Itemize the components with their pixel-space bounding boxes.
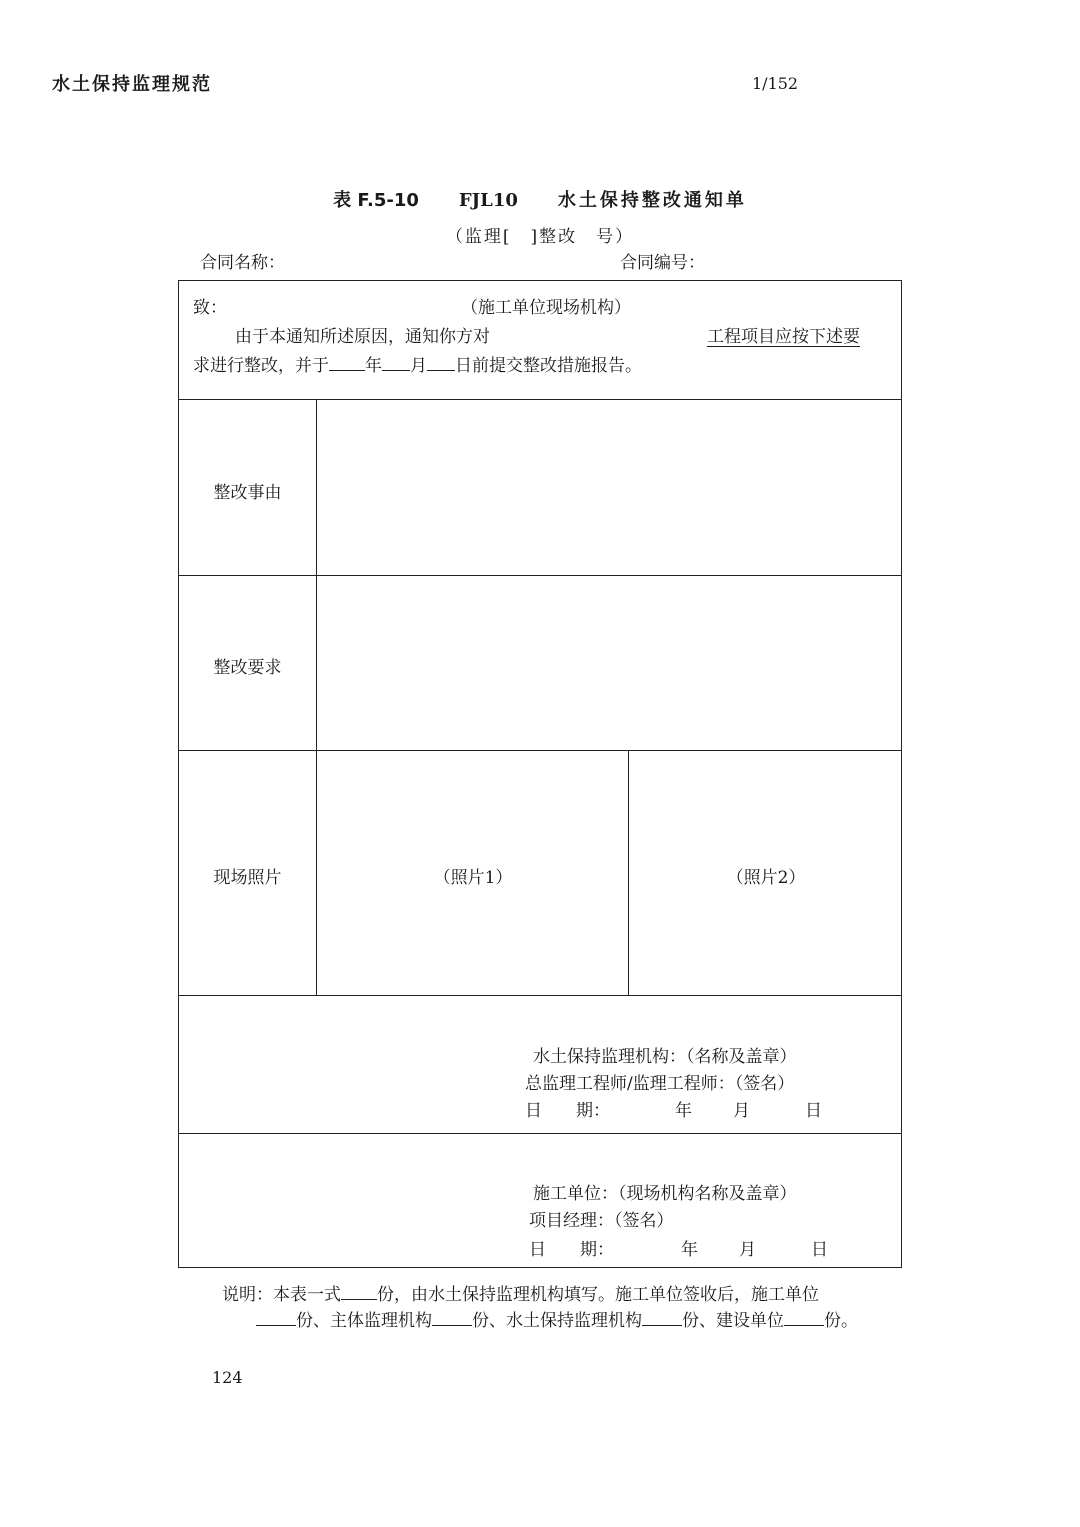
year-label: 年 [365, 356, 382, 376]
to-label: 致： [193, 298, 227, 318]
document-title: 水土保持监理规范 [52, 74, 212, 95]
year-blank [329, 354, 365, 371]
to-unit: （施工单位现场机构） [461, 298, 631, 318]
copies-blank [341, 1283, 377, 1300]
note-part1: 份，由水土保持监理机构填写。施工单位签收后，施工单位 [377, 1285, 819, 1305]
row-divider [179, 1133, 901, 1134]
contractor-date-day: 日 [811, 1240, 828, 1260]
contract-number-label: 合同编号： [620, 253, 705, 273]
photo-2-placeholder[interactable]: （照片2） [726, 868, 806, 888]
notice-line2-start: 求进行整改，并于 [193, 356, 329, 376]
column-divider [628, 750, 629, 995]
notice-line1-end: 工程项目应按下述要 [707, 327, 860, 347]
rectification-requirement-field[interactable] [318, 577, 900, 748]
row-divider [179, 575, 901, 576]
column-divider [316, 399, 317, 995]
note-part5: 份。 [824, 1311, 858, 1331]
table-number: 表 F.5-10 [333, 190, 419, 211]
day-blank [427, 354, 455, 371]
notice-line2 [193, 351, 642, 376]
contractor-date-year: 年 [681, 1240, 698, 1260]
row-divider [179, 750, 901, 751]
main-supervisor-copies-blank [432, 1309, 472, 1326]
note-part4: 份、建设单位 [682, 1311, 784, 1331]
note-part3: 份、水土保持监理机构 [472, 1311, 642, 1331]
note-prefix: 说明：本表一式 [222, 1285, 341, 1305]
form-title-text: 水土保持整改通知单 [557, 190, 747, 211]
form-code: FJL10 [458, 190, 518, 211]
row-divider [179, 995, 901, 996]
rectification-reason-label: 整改事由 [213, 483, 282, 503]
form-serial: （监理[ ]整改 号） [445, 227, 635, 247]
contract-name-label: 合同名称： [200, 253, 285, 273]
note-part2: 份、主体监理机构 [296, 1311, 432, 1331]
supervisor-date-day: 日 [805, 1101, 822, 1121]
contractor-unit-line: 施工单位：（现场机构名称及盖章） [533, 1184, 797, 1204]
note-line-2 [256, 1306, 858, 1331]
page-number: 124 [212, 1368, 243, 1387]
swc-supervisor-copies-blank [642, 1309, 682, 1326]
note-line-1 [222, 1280, 819, 1305]
contractor-date-label: 日 期： [529, 1240, 614, 1260]
notice-line2-end: 日前提交整改措施报告。 [455, 356, 642, 376]
row-divider [179, 399, 901, 400]
photo-1-placeholder[interactable]: （照片1） [433, 868, 513, 888]
owner-copies-blank [784, 1309, 824, 1326]
supervisor-date-month: 月 [733, 1101, 750, 1121]
supervisor-date-year: 年 [675, 1101, 692, 1121]
rectification-requirement-label: 整改要求 [213, 658, 282, 678]
page-count: 1/152 [752, 74, 799, 93]
project-manager-line: 项目经理：（签名） [529, 1211, 674, 1231]
rectification-reason-field[interactable] [318, 401, 900, 573]
form-title [0, 186, 1080, 212]
form-table [178, 280, 902, 1268]
supervision-org-line: 水土保持监理机构：（名称及盖章） [533, 1047, 797, 1067]
supervisor-date-label: 日 期： [525, 1101, 610, 1121]
site-photos-label: 现场照片 [213, 868, 282, 888]
notice-line1-start: 由于本通知所述原因，通知你方对 [235, 327, 490, 347]
contractor-copies-blank [256, 1309, 296, 1326]
contractor-date-month: 月 [739, 1240, 756, 1260]
month-label: 月 [410, 356, 427, 376]
chief-engineer-line: 总监理工程师/监理工程师：（签名） [525, 1074, 795, 1094]
month-blank [382, 354, 410, 371]
